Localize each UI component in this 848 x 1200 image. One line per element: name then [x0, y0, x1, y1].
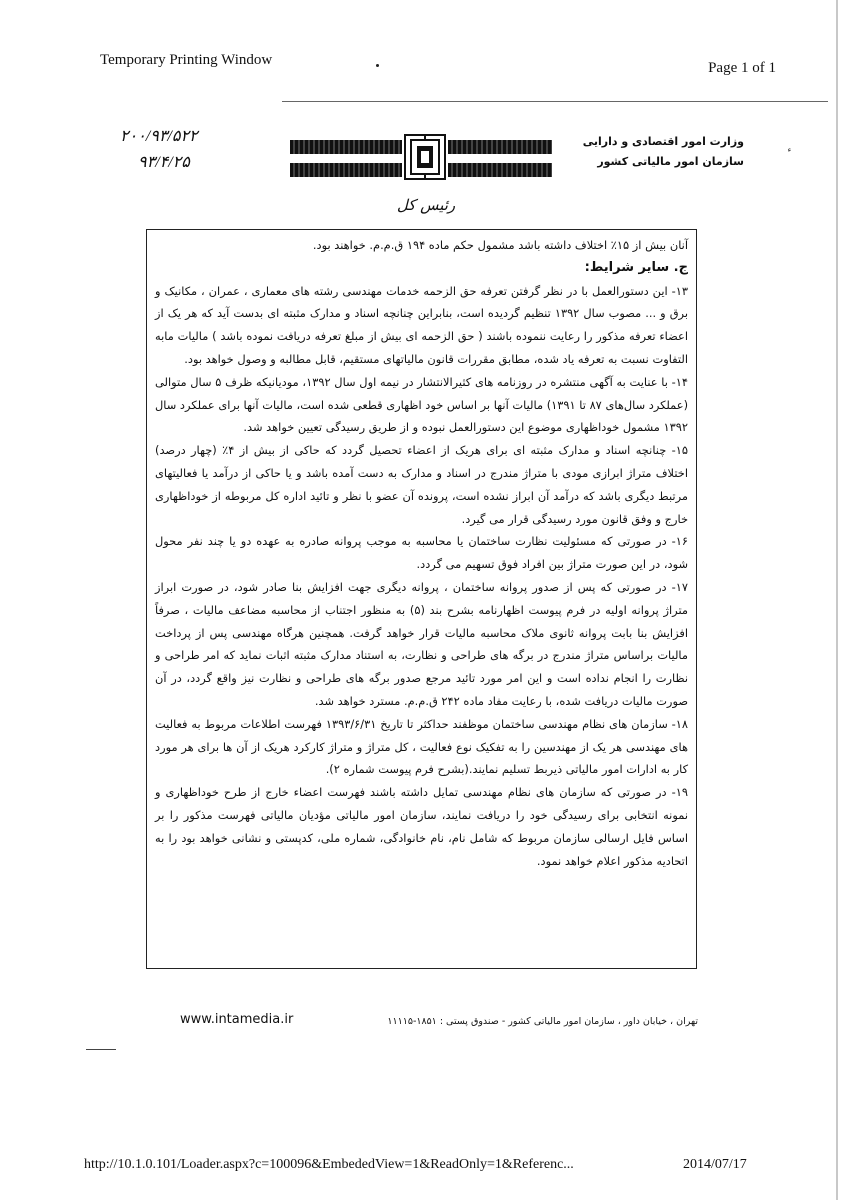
- document-body: [155, 234, 688, 872]
- clause-16: ۱۶- در صورتی که مسئولیت نظارت ساختمان یا محاسبه به موجب پروانه صادره به عهده دو یا چند نفر محول شود، در این صورت متراژ بین افراد فوق تسهیم می گردد.: [155, 534, 688, 572]
- intro-paragraph: آنان بیش از ۱۵٪ اختلاف داشته باشد مشمول حکم ماده ۱۹۴ ق.م.م. خواهند بود.: [312, 238, 688, 252]
- clause-13: ۱۳- این دستورالعمل با در نظر گرفتن تعرفه حق الزحمه خدمات مهندسی رشته های معماری ، عمران ، مکانیک و برق و ... مصوب سال ۱۳۹۲ تنظیم گردیده است، بنابراین چنانچه اسناد و مدارک مثبته ای بدست آید که هر یک از اعضاء تعرفه مذکور را رعایت ننموده باشند ( حق الزحمه ای بیش از مبلغ تعرفه دریافت نموده باشد ) مالیات مابه التفاوت نسبت به تعرفه یاد شده، مطابق مقررات قانون مالیاتهای مستقیم، قابل مطالبه و وصول خواهد بود.: [155, 283, 688, 366]
- emblem-icon: [404, 134, 446, 180]
- page-indicator: Page 1 of 1: [708, 60, 776, 76]
- ministry-name: وزارت امور اقتصادی و دارایی: [582, 135, 744, 148]
- section-heading: ج. سایر شرایط:: [584, 259, 688, 275]
- footer-website: www.intamedia.ir: [180, 1012, 294, 1027]
- clause-14: ۱۴- با عنایت به آگهی منتشره در روزنامه های کثیرالانتشار در نیمه اول سال ۱۳۹۲، مودیانیکه ظرف ۵ سال متوالی (عملکرد سال‌های ۸۷ تا ۱۳۹۱) مالیات آنها بر اساس خود اظهاری قطعی شده است، مالیات آنها برای عملکرد سال ۱۳۹۲ مشمول خوداظهاری موضوع این دستورالعمل نبوده و از طریق رسیدگی تعیین خواهد شد.: [155, 374, 689, 435]
- clause-17: ۱۷- در صورتی که پس از صدور پروانه ساختمان ، پروانه دیگری جهت افزایش بنا صادر شود، در صورت ابراز متراژ پروانه اولیه در فرم پیوست اظهارنامه بشرح بند (۵) به منظور اجتناب از محاسبه مضاعف مالیات ، صرفاً افزایش بنا بابت پروانه ثانوی ملاک محاسبه مالیات قرار خواهد گرفت. همچنین هرگاه مهندسی پس از پرداخت مالیات براساس متراژ مندرج در برگه های طراحی و نظارت، به استناد مدارک مثبته اثبات نماید که امر طراحی و نظارت را انجام نداده است و این امر مورد تائید مرجع صدور برگه های طراحی و نظارت نیز واقع گردد، در آن صورت مالیات دریافت شده، با رعایت مفاد ماده ۲۴۲ ق.م.م. مسترد خواهد شد.: [155, 579, 688, 708]
- footer-dash: [86, 1049, 116, 1050]
- reference-number: ۲۰۰/۹۳/۵۲۲: [120, 128, 198, 145]
- clause-15: ۱۵- چنانچه اسناد و مدارک مثبته ای برای هریک از اعضاء تحصیل گردد که حاکی از بیش از ۴٪ (چهار درصد) اختلاف متراژ ابرازی مودی با متراژ مندرج در اسناد و مدارک به دست آمده باشد و یا حاکی از درآمد یا فعالیتهای مرتبط دیگری باشد که درآمد آن ابراز نشده است، پرونده آن عضو با نظر و تائید اداره کل مربوطه از خوداظهاری خارج و وفق قانون مورد رسیدگی قرار می گیرد.: [155, 443, 689, 526]
- footer-address: تهران ، خیابان داور ، سازمان امور مالیاتی کشور - صندوق پستی : ۱۸۵۱-۱۱۱۱۵: [387, 1016, 698, 1027]
- redaction-bar: [290, 163, 402, 177]
- window-title: Temporary Printing Window: [100, 52, 273, 68]
- header-rule: [282, 101, 828, 102]
- header-speck: [376, 64, 379, 67]
- organization-name: سازمان امور مالیاتی کشور: [597, 155, 744, 168]
- redaction-bar: [448, 140, 552, 154]
- handwritten-reference: [120, 124, 230, 176]
- scan-edge: [836, 0, 838, 1200]
- signature-title: رئیس کل: [396, 196, 456, 214]
- print-url: http://10.1.0.101/Loader.aspx?c=100096&EmbededView=1&ReadOnly=1&Referenc...: [84, 1157, 574, 1172]
- letterhead-organization: [583, 132, 744, 172]
- print-date: 2014/07/17: [683, 1157, 747, 1172]
- redaction-bar: [448, 163, 552, 177]
- clause-18: ۱۸- سازمان های نظام مهندسی ساختمان موظفند حداکثر تا تاریخ ۱۳۹۳/۶/۳۱ فهرست اطلاعات مربوط به فعالیت های مهندسی هر یک از مهندسین را به تفکیک نوع فعالیت ، کل متراژ و متراژ کارکرد هریک از آن ها برای هر مورد کار به ادارات امور مالیاتی ذیربط تسلیم نمایند.(بشرح فرم پیوست شماره ۲).: [155, 716, 688, 777]
- clause-19: ۱۹- در صورتی که سازمان های نظام مهندسی تمایل داشته باشند فهرست اعضاء خارج از طرح خوداظهاری و نمونه انتخابی برای رسیدگی خود را دریافت نمایند، سازمان امور مالیاتی مؤدیان مالیاتی فهرست مذکور را بر اساس فایل ارسالی سازمان مربوط که شامل نام، نام خانوادگی، شماره ملی، کدپستی و نشانی خواهد بود را به اتحادیه مذکور اعلام خواهد نمود.: [155, 785, 688, 868]
- redaction-bar: [290, 140, 402, 154]
- letter-date: ۹۳/۴/۲۵: [138, 154, 190, 171]
